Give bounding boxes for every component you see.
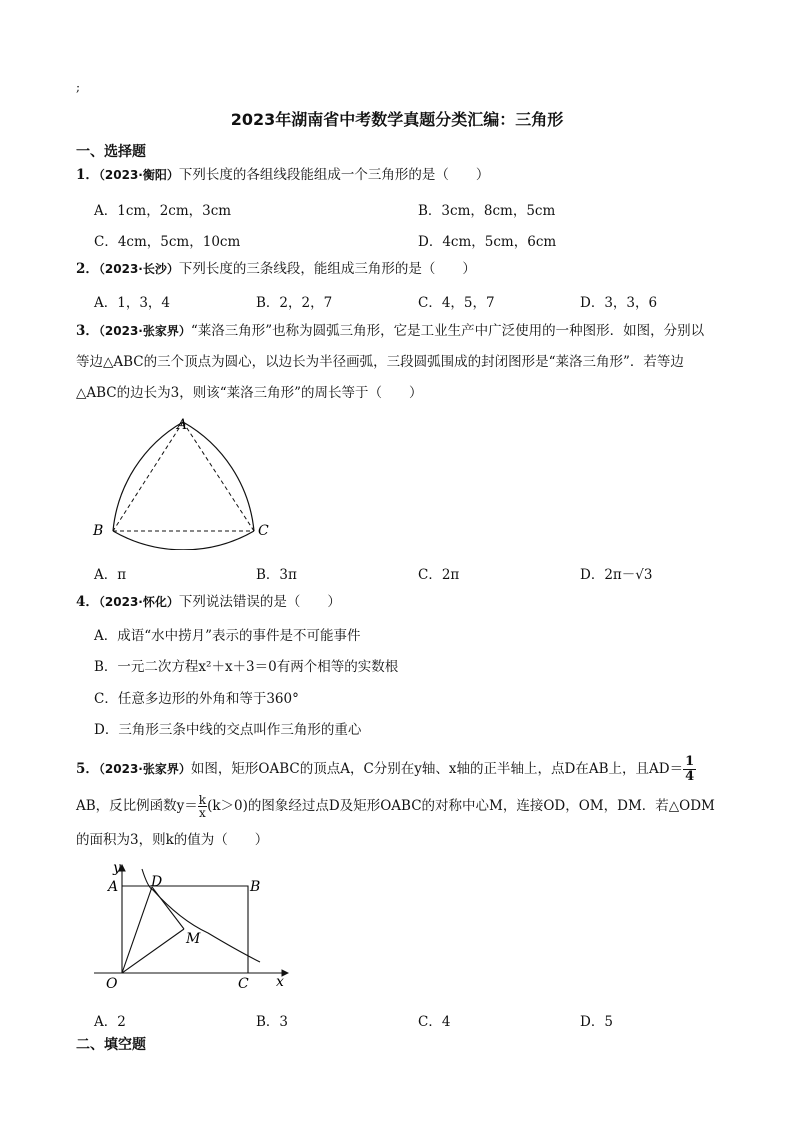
question-text-line-2: 等边△ABC的三个顶点为圆心，以边长为半径画弧，三段圆弧围成的封闭图形是“莱洛三角形”．若等边 <box>76 354 684 370</box>
question-source: （2023·衡阳） <box>98 168 179 182</box>
fraction-numerator: 1 <box>685 754 695 769</box>
question-source: （2023·怀化） <box>98 595 179 609</box>
question-text: (k＞0)的图象经过点D及矩形OABC的对称中心M，连接OD，OM，DM．若△ODM <box>207 798 715 814</box>
q3-option-b: B．3π <box>256 567 297 583</box>
label-c: C <box>258 523 269 539</box>
label-b: B <box>250 879 261 895</box>
fraction-denominator: x <box>199 806 206 820</box>
q1-option-b: B．3cm，8cm，5cm <box>418 203 556 219</box>
label-c: C <box>238 976 249 992</box>
q2-option-c: C．4，5，7 <box>418 295 495 311</box>
q4-option-c: C．任意多边形的外角和等于360° <box>94 691 299 707</box>
question-source: （2023·张家界） <box>98 762 191 776</box>
q1-option-a: A．1cm，2cm，3cm <box>94 203 232 219</box>
question-number: 1． <box>76 167 99 183</box>
question-text: 下列长度的三条线段，能组成三角形的是（ ） <box>178 261 476 277</box>
question-text-line-1: “莱洛三角形”也称为圆弧三角形，它是工业生产中广泛使用的一种图形．如图，分别以 <box>190 323 705 339</box>
question-4 <box>76 592 341 612</box>
question-text: 下列说法错误的是（ ） <box>178 594 341 610</box>
label-x: x <box>276 974 284 990</box>
fraction-one-quarter <box>683 755 696 784</box>
q2-option-b: B．2，2，7 <box>256 295 333 311</box>
question-text: 下列长度的各组线段能组成一个三角形的是（ ） <box>178 167 490 183</box>
q5-option-b: B．3 <box>256 1014 289 1030</box>
q4-option-d: D．三角形三条中线的交点叫作三角形的重心 <box>94 722 362 738</box>
label-b: B <box>93 523 104 539</box>
q2-option-a: A．1，3，4 <box>94 295 171 311</box>
q4-option-a: A．成语“水中捞月”表示的事件是不可能事件 <box>94 628 361 644</box>
fraction-numerator: k <box>198 793 207 807</box>
label-o: O <box>106 976 118 992</box>
q3-option-d: D．2π－√3 <box>580 567 653 583</box>
question-number: 4． <box>76 594 99 610</box>
question-source: （2023·长沙） <box>98 262 179 276</box>
question-5-line-3: 的面积为3，则k的值为（ ） <box>76 832 269 848</box>
arc-bc <box>113 531 254 550</box>
q5-option-c: C．4 <box>418 1014 451 1030</box>
q2-option-d: D．3，3，6 <box>580 295 658 311</box>
label-y: y <box>113 860 121 876</box>
segment-od <box>122 887 152 973</box>
fraction-denominator: 4 <box>685 769 695 784</box>
label-m: M <box>186 931 201 947</box>
section-choice: 一、选择题 <box>76 144 146 160</box>
label-a: A <box>177 417 188 433</box>
reuleaux-triangle-figure <box>88 410 288 550</box>
question-3 <box>76 316 746 409</box>
question-number: 2． <box>76 261 99 277</box>
q5-option-a: A．2 <box>94 1014 126 1030</box>
rectangle-hyperbola-figure <box>88 858 308 998</box>
section-fill-blank: 二、填空题 <box>76 1037 146 1053</box>
question-2 <box>76 259 476 279</box>
question-text: 如图，矩形OABC的顶点A，C分别在y轴、x轴的正半轴上，点D在AB上，且AD＝ <box>190 761 684 777</box>
question-text-line-3: △ABC的边长为3，则该“莱洛三角形”的周长等于（ ） <box>76 385 423 401</box>
q1-option-c: C．4cm，5cm，10cm <box>94 234 241 250</box>
segment-dm <box>152 887 184 929</box>
q4-option-b: B．一元二次方程x²＋x＋3＝0有两个相等的实数根 <box>94 659 399 675</box>
q3-option-a: A．π <box>94 567 127 583</box>
question-1 <box>76 165 489 185</box>
question-5-line-2 <box>76 794 715 819</box>
label-a: A <box>108 879 119 895</box>
question-source: （2023·张家界） <box>98 324 191 338</box>
fraction-k-over-x <box>198 794 207 819</box>
q3-option-c: C．2π <box>418 567 460 583</box>
side-ab <box>113 422 183 531</box>
q1-option-d: D．4cm，5cm，6cm <box>418 234 557 250</box>
question-number: 3． <box>76 323 99 339</box>
question-5-line-1 <box>76 755 696 784</box>
side-ac <box>183 422 254 531</box>
stray-semicolon: ; <box>76 80 81 94</box>
label-d: D <box>151 874 163 890</box>
page-title: 2023年湖南省中考数学真题分类汇编：三角形 <box>230 110 564 129</box>
segment-om <box>122 929 184 973</box>
question-text: AB，反比例函数y＝ <box>76 798 198 814</box>
q5-option-d: D．5 <box>580 1014 613 1030</box>
question-number: 5． <box>76 761 99 777</box>
